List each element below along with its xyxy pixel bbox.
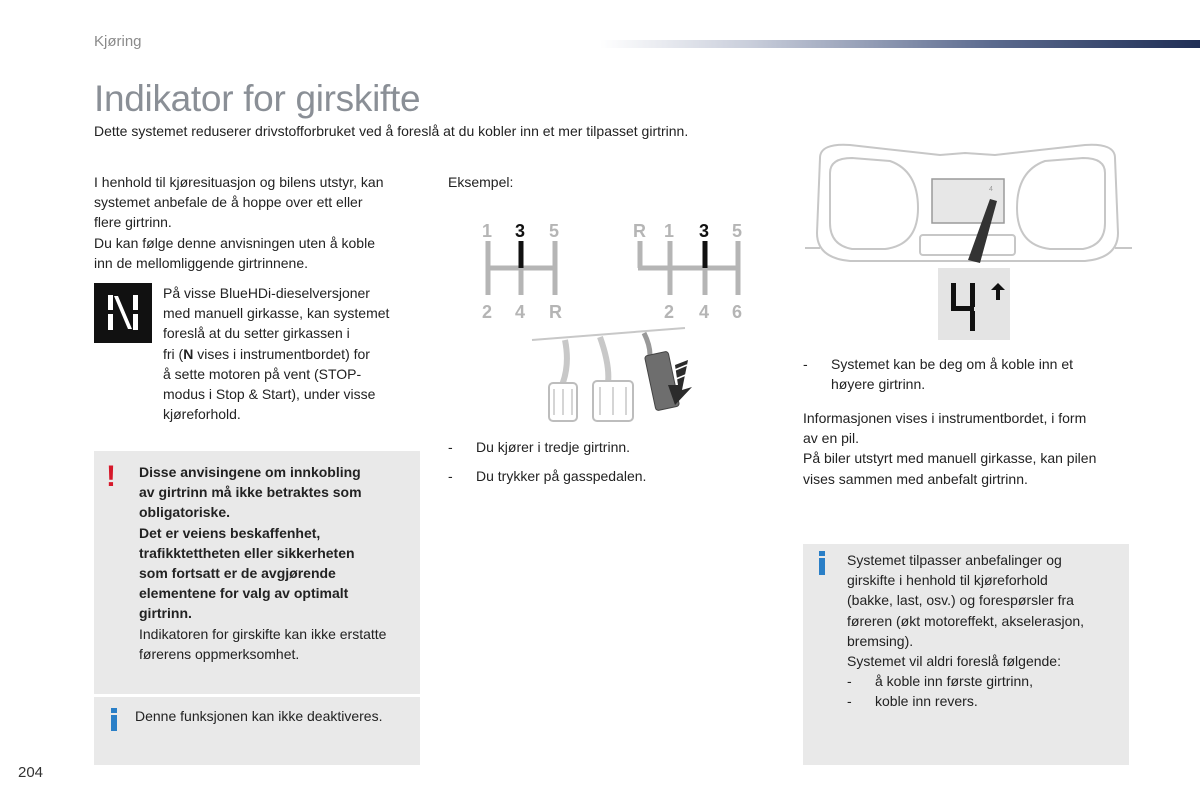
gear-label-active: 3 [699, 221, 710, 241]
intro-text: Dette systemet reduserer drivstofforbruket ved å foreslå at du kobler inn et mer tilpasset girtrinn. [94, 123, 689, 139]
col1-line: Du kan følge denne anvisningen uten å koble [94, 234, 375, 251]
info-icon-dot [111, 708, 117, 713]
warning-text [139, 462, 419, 664]
list-item: - å koble inn første girtrinn, [847, 671, 1127, 691]
warning-bold-line: trafikktettheten eller sikkerheten [139, 544, 355, 561]
col1-line: flere girtrinn. [94, 214, 172, 231]
neutral-n-bold: N [183, 345, 194, 362]
example-label: Eksempel: [448, 174, 514, 190]
col1-paragraph [94, 172, 424, 273]
gear-label: R [633, 221, 646, 241]
info-line: (bakke, last, osv.) og forespørsler fra [847, 592, 1074, 609]
list-item-text: koble inn revers. [875, 693, 978, 710]
info-line: Systemet tilpasser anbefalinger og [847, 552, 1062, 568]
neutral-line: kjøreforhold. [163, 406, 241, 423]
gear-label: 5 [549, 221, 560, 241]
neutral-badge-graphic [94, 283, 152, 343]
header-gradient-bar [600, 40, 1200, 48]
neutral-line: å sette motoren på vent (STOP- [163, 365, 362, 382]
neutral-line: modus i Stop & Start), under visse [163, 386, 376, 403]
info-line: girskifte i henhold til kjøreforhold [847, 572, 1048, 589]
warning-bold-line: girtrinn. [139, 605, 192, 622]
text-line: Systemet kan be deg om å koble inn et [831, 356, 1074, 372]
gear-pattern-right [638, 241, 740, 295]
list-item: - Du trykker på gasspedalen. [448, 466, 778, 486]
col1-line: systemet anbefale de å hoppe over ett eller [94, 194, 363, 211]
text-line: høyere girtrinn. [831, 376, 926, 393]
page-title: Indikator for girskifte [94, 78, 421, 119]
info-text-deactivate: Denne funksjonen kan ikke deaktiveres. [135, 708, 383, 724]
info-icon [819, 558, 825, 575]
info-text-system [847, 550, 1127, 712]
neutral-line: med manuell girkasse, kan systemet [163, 305, 390, 322]
neutral-indicator-icon [94, 283, 152, 343]
warning-bold-line: av girtrinn må ikke betraktes som [139, 484, 362, 501]
col3-line: vises sammen med anbefalt girtrinn. [803, 470, 1028, 487]
gear-label: R [549, 302, 562, 322]
gear-pedal-illustration [470, 215, 770, 430]
warning-bold-line: elementene for valg av optimalt [139, 585, 349, 602]
warning-line: førerens oppmerksomhet. [139, 645, 300, 662]
gear-label: 2 [664, 302, 675, 322]
warning-line: Indikatoren for girskifte kan ikke erstatte [139, 625, 387, 642]
warning-bold-line: Det er veiens beskaffenhet, [139, 524, 321, 541]
col3-line: På biler utstyrt med manuell girkasse, kan pilen [803, 450, 1097, 467]
col3-line: av en pil. [803, 430, 860, 447]
info-line: føreren (økt motoreffekt, akselerasjon, [847, 612, 1085, 629]
list-item-text: Du trykker på gasspedalen. [476, 468, 647, 485]
section-title: Kjøring [94, 33, 142, 50]
instrument-cluster-illustration [800, 133, 1135, 343]
info-icon [111, 715, 117, 731]
warning-bold-line: som fortsatt er de avgjørende [139, 565, 336, 582]
list-item: - koble inn revers. [847, 691, 1127, 711]
info-icon-dot [819, 551, 825, 556]
neutral-line: På visse BlueHDi-dieselversjoner [163, 285, 370, 301]
gear-label: 2 [482, 302, 493, 322]
gear-label: 4 [699, 302, 710, 322]
gear-label: 1 [482, 221, 493, 241]
neutral-line [163, 344, 423, 364]
col3-line: Informasjonen vises i instrumentbordet, i form [803, 410, 1087, 426]
col3-paragraph [803, 408, 1133, 489]
warning-icon: ! [106, 460, 116, 493]
col2-list [448, 437, 778, 486]
gear-label: 5 [732, 221, 743, 241]
neutral-paragraph [163, 283, 423, 424]
info-line: bremsing). [847, 632, 914, 649]
pedal-illustration [532, 328, 692, 421]
warning-bold-line: Disse anvisingene om innkobling [139, 464, 361, 480]
col1-line: I henhold til kjøresituasjon og bilens utstyr, kan [94, 174, 384, 190]
gear-label-active: 3 [515, 221, 526, 241]
col3-list [803, 354, 1133, 394]
list-item: - Du kjører i tredje girtrinn. [448, 437, 778, 457]
text-span: fri ( [163, 345, 184, 362]
info-line: Systemet vil aldri foreslå følgende: [847, 653, 1061, 670]
list-item-text: Du kjører i tredje girtrinn. [476, 439, 631, 455]
list-item-text: å koble inn første girtrinn, [875, 673, 1033, 690]
gear-label: 1 [664, 221, 675, 241]
warning-bold-line: obligatoriske. [139, 504, 231, 521]
page-number: 204 [18, 764, 44, 781]
neutral-line: foreslå at du setter girkassen i [163, 325, 350, 342]
text-span: vises i instrumentbordet) for [193, 345, 370, 362]
gear-label: 6 [732, 302, 743, 322]
cluster-display-digit: 4 [989, 186, 993, 193]
list-item: - Systemet kan be deg om å koble inn et høyere girtrinn. [803, 354, 1133, 394]
list-item-text [831, 354, 1073, 394]
gear-label: 4 [515, 302, 526, 322]
col1-line: inn de mellomliggende girtrinnene. [94, 254, 309, 271]
